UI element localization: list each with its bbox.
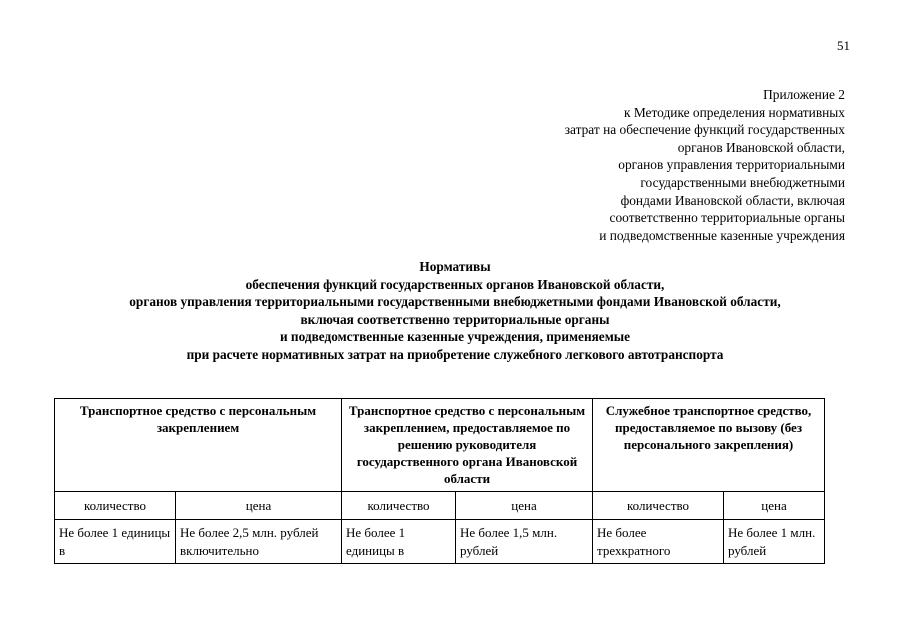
appendix-reference [460,86,845,244]
appendix-line: Приложение 2 [763,87,845,102]
page-number: 51 [837,38,850,53]
document-title [40,258,870,364]
column-header-price: цена [724,492,825,520]
group-header-personal: Транспортное средство с персональным закреплением [55,399,342,492]
table-cell: Не более 1,5 млн. рублей [456,520,593,564]
table-cell: Не более 1 млн. рублей [724,520,825,564]
column-header-quantity: количество [55,492,176,520]
appendix-line: затрат на обеспечение функций государственных [564,122,845,138]
column-header-quantity: количество [342,492,456,520]
appendix-line: органов управления территориальными [618,157,845,173]
norms-table [54,398,825,564]
appendix-line: и подведомственные казенные учреждения [599,227,845,243]
table-cell: Не более трехкратного [593,520,724,564]
table-cell: Не более 1 единицы в [342,520,456,564]
column-header-quantity: количество [593,492,724,520]
table-cell: Не более 1 единицы в [55,520,176,564]
title-line: обеспечения функций государственных органов Ивановской области, [245,276,665,292]
appendix-line: соответственно территориальные органы [609,210,845,226]
group-header-by-decision: Транспортное средство с персональным закреплением, предоставляемое по решению руководителя государственного органа Ивановской области [342,399,593,492]
appendix-line: государственными внебюджетными [640,174,845,190]
table-row [55,520,825,564]
title-line: при расчете нормативных затрат на приобретение служебного легкового автотранспорта [186,346,724,362]
title-line: и подведомственные казенные учреждения, применяемые [279,329,631,345]
title-line: Нормативы [419,259,491,274]
table-cell: Не более 2,5 млн. рублей включительно [176,520,342,564]
appendix-line: органов Ивановской области, [677,139,845,155]
appendix-line: фондами Ивановской области, включая [620,192,845,208]
group-header-on-call: Служебное транспортное средство, предоставляемое по вызову (без персонального закрепления) [593,399,825,492]
subheader-row [55,492,825,520]
title-line: включая соответственно территориальные органы [300,311,610,327]
column-header-price: цена [456,492,593,520]
title-line: органов управления территориальными государственными внебюджетными фондами Ивановской области, [129,294,781,310]
column-header-price: цена [176,492,342,520]
group-header-row [55,399,825,492]
appendix-line: к Методике определения нормативных [623,104,845,120]
